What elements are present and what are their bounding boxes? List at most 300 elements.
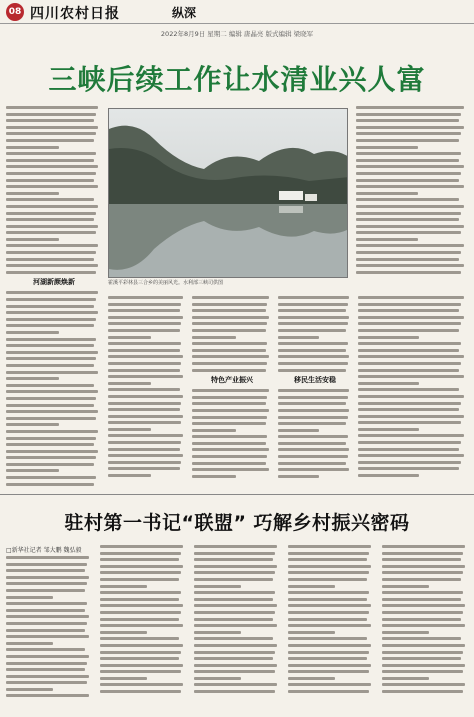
text-line-placeholder	[194, 677, 241, 680]
text-line-placeholder	[6, 589, 85, 592]
text-block	[192, 296, 272, 372]
text-line-placeholder	[6, 146, 59, 149]
text-line-placeholder	[6, 331, 59, 334]
text-line-placeholder	[108, 388, 180, 391]
text-line-placeholder	[192, 296, 269, 299]
text-line-placeholder	[356, 218, 459, 221]
text-line-placeholder	[6, 476, 96, 479]
text-line-placeholder	[100, 624, 183, 627]
text-line-placeholder	[6, 437, 96, 440]
text-line-placeholder	[6, 225, 98, 228]
text-line-placeholder	[6, 456, 96, 459]
text-line-placeholder	[108, 375, 183, 378]
text-line-placeholder	[6, 271, 96, 274]
text-line-placeholder	[194, 565, 277, 568]
text-line-placeholder	[108, 316, 183, 319]
article-column	[108, 296, 186, 481]
text-line-placeholder	[382, 651, 463, 654]
text-line-placeholder	[6, 231, 96, 234]
text-line-placeholder	[108, 362, 181, 365]
text-line-placeholder	[356, 113, 461, 116]
text-line-placeholder	[108, 369, 180, 372]
text-line-placeholder	[356, 244, 464, 247]
text-line-placeholder	[6, 212, 96, 215]
text-line-placeholder	[6, 423, 59, 426]
text-line-placeholder	[278, 316, 349, 319]
text-line-placeholder	[356, 192, 418, 195]
text-line-placeholder	[278, 296, 349, 299]
text-line-placeholder	[6, 681, 87, 684]
text-line-placeholder	[382, 657, 461, 660]
text-line-placeholder	[6, 675, 89, 678]
text-line-placeholder	[382, 677, 429, 680]
text-line-placeholder	[382, 618, 461, 621]
text-line-placeholder	[6, 165, 98, 168]
text-line-placeholder	[288, 637, 367, 640]
text-line-placeholder	[288, 598, 367, 601]
text-line-placeholder	[288, 624, 371, 627]
text-line-placeholder	[194, 591, 275, 594]
text-line-placeholder	[6, 152, 96, 155]
text-line-placeholder	[358, 415, 464, 418]
text-line-placeholder	[194, 571, 275, 574]
text-line-placeholder	[108, 395, 183, 398]
text-line-placeholder	[194, 552, 275, 555]
text-line-placeholder	[6, 244, 98, 247]
text-line-placeholder	[194, 664, 277, 667]
text-line-placeholder	[6, 106, 98, 109]
text-line-placeholder	[358, 362, 461, 365]
text-line-placeholder	[194, 558, 273, 561]
text-line-placeholder	[356, 146, 418, 149]
text-line-placeholder	[278, 468, 349, 471]
text-line-placeholder	[278, 455, 348, 458]
text-line-placeholder	[382, 644, 465, 647]
text-line-placeholder	[100, 611, 181, 614]
text-line-placeholder	[6, 258, 94, 261]
text-line-placeholder	[6, 384, 94, 387]
text-line-placeholder	[100, 552, 181, 555]
text-line-placeholder	[382, 664, 465, 667]
text-line-placeholder	[356, 172, 461, 175]
text-line-placeholder	[278, 435, 348, 438]
text-line-placeholder	[356, 132, 461, 135]
text-line-placeholder	[194, 611, 275, 614]
text-line-placeholder	[382, 631, 429, 634]
text-line-placeholder	[194, 545, 277, 548]
article-column	[278, 296, 352, 481]
article-column	[6, 106, 102, 489]
text-line-placeholder	[358, 474, 419, 477]
text-line-placeholder	[108, 402, 181, 405]
text-line-placeholder	[6, 238, 59, 241]
text-line-placeholder	[100, 683, 183, 686]
text-line-placeholder	[108, 303, 181, 306]
text-line-placeholder	[382, 611, 463, 614]
text-line-placeholder	[108, 349, 180, 352]
text-line-placeholder	[356, 165, 464, 168]
text-line-placeholder	[100, 657, 179, 660]
text-line-placeholder	[288, 683, 371, 686]
text-line-placeholder	[108, 342, 181, 345]
text-line-placeholder	[6, 602, 87, 605]
text-line-placeholder	[6, 344, 94, 347]
text-line-placeholder	[6, 159, 94, 162]
article-column	[288, 545, 374, 697]
text-line-placeholder	[192, 442, 266, 445]
text-line-placeholder	[6, 463, 94, 466]
text-line-placeholder	[100, 644, 183, 647]
text-block	[278, 296, 352, 372]
text-line-placeholder	[288, 664, 371, 667]
text-line-placeholder	[6, 569, 85, 572]
text-line-placeholder	[6, 113, 96, 116]
text-line-placeholder	[358, 454, 464, 457]
text-line-placeholder	[6, 469, 59, 472]
text-line-placeholder	[108, 309, 180, 312]
text-line-placeholder	[278, 422, 346, 425]
text-line-placeholder	[382, 604, 465, 607]
text-line-placeholder	[356, 126, 464, 129]
text-line-placeholder	[194, 644, 277, 647]
text-line-placeholder	[6, 185, 98, 188]
text-line-placeholder	[356, 205, 464, 208]
text-line-placeholder	[6, 205, 98, 208]
text-line-placeholder	[6, 397, 96, 400]
text-line-placeholder	[6, 305, 94, 308]
text-line-placeholder	[278, 322, 348, 325]
text-line-placeholder	[108, 355, 183, 358]
text-line-placeholder	[288, 657, 367, 660]
text-line-placeholder	[192, 389, 269, 392]
text-line-placeholder	[358, 329, 459, 332]
text-line-placeholder	[6, 417, 96, 420]
text-line-placeholder	[278, 329, 346, 332]
landscape-photo	[108, 108, 348, 278]
text-line-placeholder	[6, 251, 96, 254]
text-line-placeholder	[108, 408, 180, 411]
text-line-placeholder	[6, 443, 94, 446]
text-line-placeholder	[358, 322, 461, 325]
text-line-placeholder	[356, 198, 459, 201]
text-line-placeholder	[108, 454, 183, 457]
text-line-placeholder	[288, 591, 369, 594]
text-line-placeholder	[278, 336, 319, 339]
text-line-placeholder	[108, 467, 180, 470]
article-column	[356, 106, 468, 277]
text-line-placeholder	[278, 475, 319, 478]
text-line-placeholder	[100, 585, 147, 588]
text-line-placeholder	[108, 382, 151, 385]
text-line-placeholder	[108, 296, 183, 299]
text-line-placeholder	[192, 455, 267, 458]
text-line-placeholder	[278, 309, 346, 312]
text-line-placeholder	[192, 468, 269, 471]
text-line-placeholder	[6, 318, 96, 321]
text-line-placeholder	[108, 322, 181, 325]
text-line-placeholder	[6, 622, 87, 625]
text-line-placeholder	[194, 670, 275, 673]
page-number: 08	[6, 3, 24, 21]
article-subhead: 河湖新颜焕新	[33, 278, 75, 287]
text-line-placeholder	[6, 635, 89, 638]
text-line-placeholder	[278, 442, 346, 445]
text-line-placeholder	[100, 545, 183, 548]
text-line-placeholder	[108, 336, 151, 339]
text-line-placeholder	[6, 264, 98, 267]
text-block	[192, 389, 272, 478]
text-line-placeholder	[278, 462, 346, 465]
text-line-placeholder	[192, 303, 267, 306]
text-line-placeholder	[192, 409, 269, 412]
text-line-placeholder	[6, 119, 94, 122]
text-line-placeholder	[382, 585, 429, 588]
text-line-placeholder	[192, 369, 266, 372]
article-column	[382, 545, 468, 697]
text-block	[108, 296, 186, 477]
article-headline: 驻村第一书记“联盟” 巧解乡村振兴密码	[64, 512, 410, 534]
text-line-placeholder	[382, 545, 465, 548]
text-line-placeholder	[194, 598, 273, 601]
text-line-placeholder	[108, 441, 181, 444]
text-line-placeholder	[288, 677, 335, 680]
text-line-placeholder	[6, 556, 89, 559]
text-block	[356, 106, 468, 274]
text-line-placeholder	[108, 428, 151, 431]
text-line-placeholder	[358, 309, 459, 312]
text-line-placeholder	[192, 448, 269, 451]
text-line-placeholder	[356, 238, 418, 241]
text-line-placeholder	[108, 474, 151, 477]
text-line-placeholder	[288, 578, 367, 581]
text-line-placeholder	[6, 139, 94, 142]
text-line-placeholder	[288, 670, 369, 673]
text-line-placeholder	[6, 688, 53, 691]
text-line-placeholder	[356, 264, 464, 267]
text-line-placeholder	[356, 139, 459, 142]
text-line-placeholder	[288, 611, 369, 614]
text-line-placeholder	[358, 448, 459, 451]
text-line-placeholder	[6, 563, 87, 566]
text-line-placeholder	[288, 651, 369, 654]
text-line-placeholder	[6, 629, 85, 632]
text-line-placeholder	[100, 578, 179, 581]
text-line-placeholder	[6, 430, 98, 433]
text-line-placeholder	[6, 364, 94, 367]
text-line-placeholder	[6, 172, 96, 175]
photo-caption: 霍溪平彩林县三合乡的美丽风光。水利部三峡司供图	[108, 280, 224, 286]
dateline: 2022年8月9日 星期二 编辑 唐晶亮 版式编辑 梁晓军	[160, 30, 314, 38]
text-line-placeholder	[100, 651, 181, 654]
text-block	[278, 389, 352, 478]
text-line-placeholder	[358, 441, 461, 444]
text-line-placeholder	[100, 670, 181, 673]
text-line-placeholder	[6, 576, 89, 579]
article-column	[358, 296, 468, 481]
text-line-placeholder	[358, 395, 464, 398]
text-line-placeholder	[356, 152, 461, 155]
text-line-placeholder	[100, 690, 181, 693]
text-line-placeholder	[192, 329, 266, 332]
text-line-placeholder	[288, 585, 335, 588]
text-line-placeholder	[192, 355, 269, 358]
text-line-placeholder	[192, 435, 267, 438]
text-line-placeholder	[100, 591, 181, 594]
text-line-placeholder	[288, 644, 371, 647]
text-line-placeholder	[108, 461, 181, 464]
text-line-placeholder	[382, 598, 461, 601]
text-line-placeholder	[358, 421, 461, 424]
text-line-placeholder	[6, 291, 98, 294]
text-line-placeholder	[192, 322, 267, 325]
text-line-placeholder	[192, 416, 267, 419]
text-line-placeholder	[192, 429, 236, 432]
text-line-placeholder	[358, 408, 459, 411]
text-line-placeholder	[6, 648, 85, 651]
text-line-placeholder	[358, 296, 464, 299]
text-line-placeholder	[382, 558, 461, 561]
text-line-placeholder	[108, 448, 180, 451]
article-column	[194, 545, 280, 697]
text-line-placeholder	[358, 467, 459, 470]
text-line-placeholder	[192, 309, 266, 312]
text-line-placeholder	[358, 316, 464, 319]
text-line-placeholder	[288, 545, 371, 548]
text-line-placeholder	[100, 637, 179, 640]
article-divider	[0, 494, 474, 495]
text-line-placeholder	[278, 409, 349, 412]
text-line-placeholder	[6, 338, 96, 341]
text-line-placeholder	[278, 369, 346, 372]
article-column	[100, 545, 186, 697]
article-headline: 三峡后续工作让水清业兴人富	[48, 63, 426, 96]
text-line-placeholder	[6, 357, 96, 360]
text-line-placeholder	[358, 342, 461, 345]
text-line-placeholder	[6, 410, 98, 413]
text-line-placeholder	[358, 303, 461, 306]
text-line-placeholder	[278, 396, 348, 399]
text-line-placeholder	[278, 349, 346, 352]
text-line-placeholder	[6, 450, 98, 453]
article-subhead: 移民生活安稳	[294, 376, 336, 385]
text-line-placeholder	[288, 690, 369, 693]
article-column	[192, 296, 272, 481]
text-line-placeholder	[192, 316, 269, 319]
section-name: 纵深	[172, 6, 197, 20]
masthead	[0, 0, 474, 24]
text-line-placeholder	[192, 396, 267, 399]
text-line-placeholder	[278, 416, 348, 419]
text-line-placeholder	[6, 324, 94, 327]
text-line-placeholder	[6, 609, 85, 612]
text-line-placeholder	[356, 258, 459, 261]
text-line-placeholder	[278, 342, 348, 345]
text-line-placeholder	[382, 552, 463, 555]
text-line-placeholder	[6, 218, 94, 221]
text-line-placeholder	[192, 342, 267, 345]
text-line-placeholder	[6, 351, 98, 354]
text-line-placeholder	[194, 585, 241, 588]
text-line-placeholder	[358, 428, 419, 431]
text-line-placeholder	[356, 119, 459, 122]
text-line-placeholder	[288, 565, 371, 568]
text-line-placeholder	[108, 415, 183, 418]
text-line-placeholder	[356, 106, 464, 109]
text-line-placeholder	[194, 637, 273, 640]
text-line-placeholder	[192, 336, 236, 339]
text-line-placeholder	[382, 624, 465, 627]
text-line-placeholder	[382, 670, 463, 673]
text-line-placeholder	[356, 185, 464, 188]
text-line-placeholder	[100, 604, 183, 607]
text-line-placeholder	[382, 591, 463, 594]
text-line-placeholder	[100, 598, 179, 601]
text-line-placeholder	[6, 390, 98, 393]
text-line-placeholder	[192, 475, 236, 478]
text-line-placeholder	[194, 631, 241, 634]
newspaper-name: 四川农村日报	[30, 6, 120, 22]
text-line-placeholder	[194, 578, 273, 581]
text-line-placeholder	[358, 434, 464, 437]
text-line-placeholder	[358, 461, 461, 464]
text-line-placeholder	[6, 404, 94, 407]
text-line-placeholder	[288, 618, 367, 621]
text-line-placeholder	[6, 311, 98, 314]
text-line-placeholder	[100, 558, 179, 561]
text-line-placeholder	[358, 355, 464, 358]
text-line-placeholder	[6, 179, 94, 182]
text-line-placeholder	[108, 421, 181, 424]
text-line-placeholder	[192, 422, 266, 425]
text-line-placeholder	[356, 225, 464, 228]
text-line-placeholder	[6, 126, 98, 129]
text-line-placeholder	[6, 198, 94, 201]
article-subhead: 特色产业振兴	[211, 376, 253, 385]
text-line-placeholder	[194, 604, 277, 607]
text-line-placeholder	[192, 349, 266, 352]
text-line-placeholder	[358, 375, 464, 378]
text-line-placeholder	[278, 402, 346, 405]
text-line-placeholder	[100, 664, 183, 667]
text-line-placeholder	[6, 298, 96, 301]
text-line-placeholder	[192, 462, 266, 465]
text-line-placeholder	[278, 389, 349, 392]
text-line-placeholder	[194, 624, 277, 627]
text-line-placeholder	[100, 618, 179, 621]
text-line-placeholder	[358, 382, 419, 385]
text-line-placeholder	[194, 651, 275, 654]
text-line-placeholder	[100, 571, 181, 574]
text-line-placeholder	[278, 362, 348, 365]
text-line-placeholder	[194, 657, 273, 660]
text-line-placeholder	[100, 631, 147, 634]
text-line-placeholder	[356, 212, 461, 215]
text-line-placeholder	[358, 402, 461, 405]
text-line-placeholder	[288, 552, 369, 555]
text-line-placeholder	[6, 582, 87, 585]
text-line-placeholder	[278, 448, 349, 451]
text-line-placeholder	[194, 618, 273, 621]
text-line-placeholder	[6, 662, 87, 665]
text-line-placeholder	[194, 690, 275, 693]
text-line-placeholder	[6, 483, 94, 486]
text-line-placeholder	[6, 655, 89, 658]
text-block	[358, 296, 468, 477]
text-line-placeholder	[6, 371, 98, 374]
text-line-placeholder	[356, 179, 459, 182]
text-line-placeholder	[6, 192, 59, 195]
text-line-placeholder	[358, 369, 459, 372]
